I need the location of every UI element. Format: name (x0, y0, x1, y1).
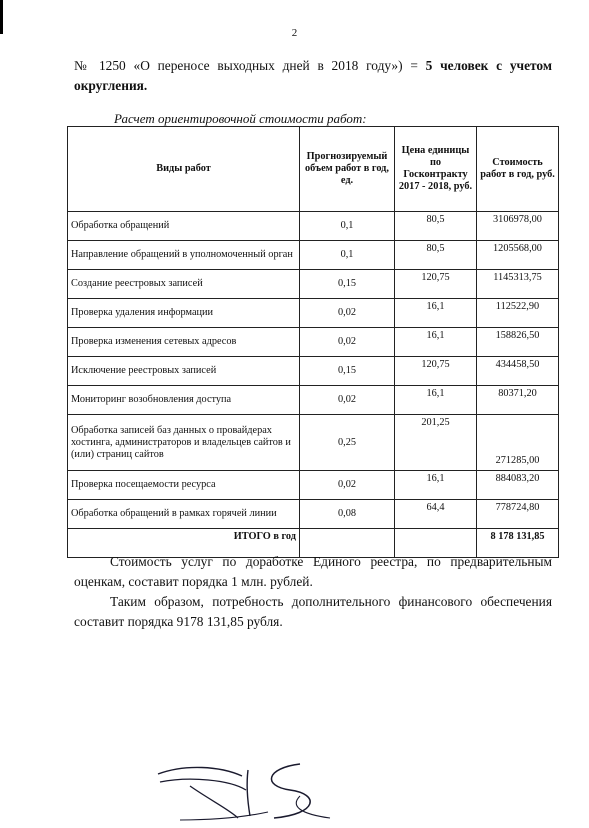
intro-text: № 1250 «О переносе выходных дней в 2018 году») = (74, 58, 426, 73)
table-row (68, 212, 559, 241)
cost-table (67, 126, 559, 558)
paragraph-funding-need: Таким образом, потребность дополнительного финансового обеспечения составит порядка 9178 131,85 рубля. (74, 594, 552, 629)
cost-cell: 1145313,75 (477, 270, 559, 299)
price-cell: 16,1 (395, 328, 477, 357)
volume-cell: 0,25 (300, 415, 395, 471)
cost-cell: 434458,50 (477, 357, 559, 386)
intro-paragraph (74, 56, 552, 96)
volume-cell: 0,02 (300, 328, 395, 357)
work-cell: Проверка посещаемости ресурса (68, 471, 300, 500)
work-cell: Обработка обращений (68, 212, 300, 241)
table-row (68, 500, 559, 529)
intro-bold-text: 5 человек с учетом округления. (74, 58, 552, 93)
work-cell: Создание реестровых записей (68, 270, 300, 299)
price-cell: 16,1 (395, 299, 477, 328)
total-value: 8 178 131,85 (477, 529, 559, 558)
volume-cell: 0,1 (300, 241, 395, 270)
table-caption: Расчет ориентировочной стоимости работ: (114, 111, 367, 126)
price-cell: 80,5 (395, 212, 477, 241)
price-cell: 80,5 (395, 241, 477, 270)
cost-cell: 884083,20 (477, 471, 559, 500)
volume-cell: 0,02 (300, 386, 395, 415)
volume-cell: 0,15 (300, 357, 395, 386)
paragraph-registry-cost: Стоимость услуг по доработке Единого реестра, по предварительным оценкам, составит порядка 1 млн. рублей. (74, 554, 552, 589)
cost-cell: 158826,50 (477, 328, 559, 357)
cost-cell: 80371,20 (477, 386, 559, 415)
page-number: 2 (291, 27, 298, 39)
cost-cell: 3106978,00 (477, 212, 559, 241)
work-cell: Направление обращений в уполномоченный орган (68, 241, 300, 270)
price-cell: 120,75 (395, 270, 477, 299)
table-row (68, 471, 559, 500)
header-work-type: Виды работ (68, 127, 300, 212)
price-cell: 16,1 (395, 471, 477, 500)
table-row (68, 415, 559, 471)
cost-cell: 271285,00 (477, 415, 559, 471)
table-row (68, 386, 559, 415)
header-annual-cost: Стоимость работ в год, руб. (477, 127, 559, 212)
price-cell: 16,1 (395, 386, 477, 415)
price-cell: 120,75 (395, 357, 477, 386)
work-cell: Мониторинг возобновления доступа (68, 386, 300, 415)
work-cell: Обработка записей баз данных о провайдерах хостинга, администраторов и владельцев сайтов и (или) страниц сайтов (68, 415, 300, 471)
volume-cell: 0,1 (300, 212, 395, 241)
table-row (68, 357, 559, 386)
cost-cell: 778724,80 (477, 500, 559, 529)
work-cell: Обработка обращений в рамках горячей линии (68, 500, 300, 529)
handwritten-signature (150, 760, 340, 822)
table-row (68, 270, 559, 299)
price-cell: 201,25 (395, 415, 477, 471)
header-unit-price: Цена единицы по Госконтракту 2017 - 2018, руб. (395, 127, 477, 212)
volume-cell: 0,02 (300, 299, 395, 328)
table-row (68, 241, 559, 270)
cost-cell: 112522,90 (477, 299, 559, 328)
table-row (68, 328, 559, 357)
total-label: ИТОГО в год (68, 529, 300, 558)
table-header-row (68, 127, 559, 212)
header-volume: Прогнозируемый объем работ в год, ед. (300, 127, 395, 212)
work-cell: Исключение реестровых записей (68, 357, 300, 386)
cost-cell: 1205568,00 (477, 241, 559, 270)
work-cell: Проверка изменения сетевых адресов (68, 328, 300, 357)
price-cell: 64,4 (395, 500, 477, 529)
volume-cell: 0,08 (300, 500, 395, 529)
volume-cell: 0,15 (300, 270, 395, 299)
volume-cell: 0,02 (300, 471, 395, 500)
table-row (68, 299, 559, 328)
work-cell: Проверка удаления информации (68, 299, 300, 328)
